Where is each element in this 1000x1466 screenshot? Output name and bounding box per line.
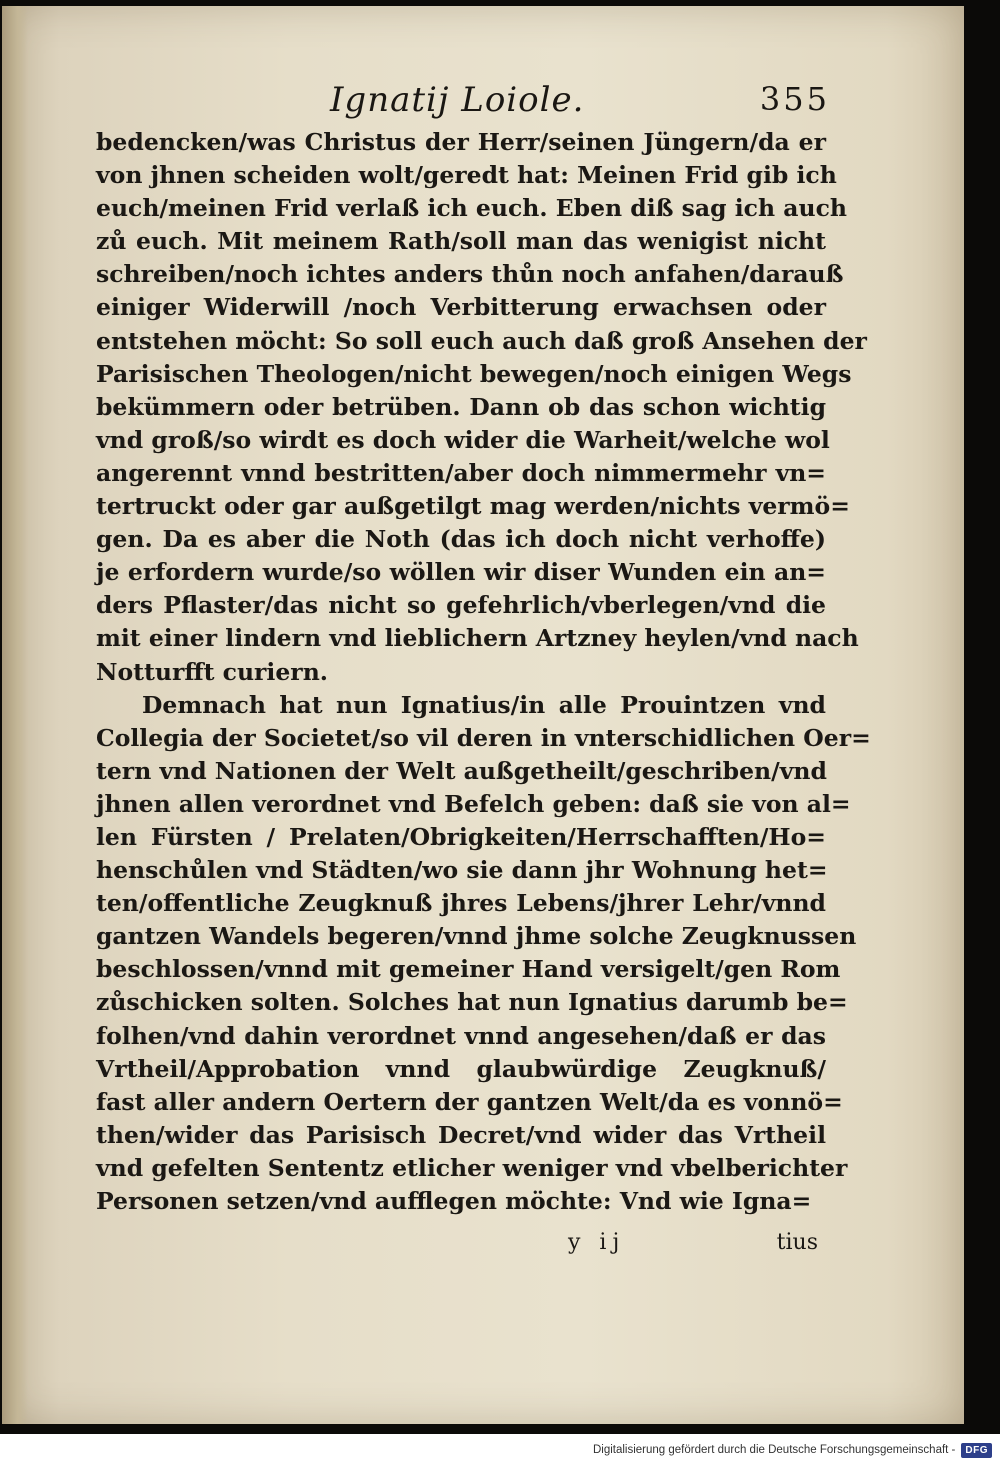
text-line: angerennt vnnd bestritten/aber doch nimmermehr vn= — [96, 458, 826, 487]
dfg-logo: DFG — [961, 1443, 992, 1458]
text-line: zů euch. Mit meinem Rath/soll man das wenigist nicht — [96, 227, 826, 256]
text-line: vnd gefelten Sententz etlicher weniger vnd vbelberichter — [96, 1153, 848, 1182]
text-line: mit einer lindern vnd lieblichern Artzney heylen/vnd nach — [96, 624, 859, 653]
text-line: Vrtheil/Approbation vnnd glaubwürdige Zeugknuß/ — [96, 1054, 826, 1083]
text-line: schreiben/noch ichtes anders thůn noch anfahen/darauß — [96, 260, 844, 289]
text-line: gen. Da es aber die Noth (das ich doch nicht verhoffe) — [96, 525, 826, 554]
text-line: je erfordern wurde/so wöllen wir diser Wunden ein an= — [96, 558, 826, 587]
text-line: ten/offentliche Zeugknuß jhres Lebens/jhrer Lehr/vnnd — [96, 889, 826, 918]
page-gutter-edge — [2, 6, 28, 1424]
text-line: vnd groß/so wirdt es doch wider die Warheit/welche wol — [96, 425, 830, 454]
funding-text: Digitalisierung gefördert durch die Deutsche Forschungsgemeinschaft - — [592, 1444, 956, 1456]
signature-mark: y ij — [568, 1230, 626, 1255]
text-line: Parisischen Theologen/nicht bewegen/noch einigen Wegs — [96, 359, 852, 388]
text-line: fast aller andern Oertern der gantzen Welt/da es vonnö= — [96, 1087, 843, 1116]
text-line: then/wider das Parisisch Decret/vnd wider das Vrtheil — [96, 1120, 826, 1149]
running-head: Ignatij Loiole. — [330, 80, 585, 120]
text-block — [96, 126, 871, 1218]
text-line: bekümmern oder betrüben. Dann ob das schon wichtig — [96, 392, 826, 421]
text-line: len Fürsten / Prelaten/Obrigkeiten/Herrschafften/Ho= — [96, 822, 826, 851]
text-line: einiger Widerwill /noch Verbitterung erwachsen oder — [96, 293, 826, 322]
text-line: beschlossen/vnnd mit gemeiner Hand versigelt/gen Rom — [96, 955, 841, 984]
page-header — [330, 80, 830, 126]
catchword: tius — [776, 1230, 818, 1255]
text-line: folhen/vnd dahin verordnet vnnd angesehen/daß er das — [96, 1021, 826, 1050]
text-line: jhnen allen verordnet vnd Befelch geben: daß sie von al= — [96, 789, 851, 818]
text-line: Notturfft curiern. — [96, 657, 328, 686]
page-footer — [96, 1230, 826, 1264]
text-line: Demnach hat nun Ignatius/in alle Prouintzen vnd — [142, 690, 826, 719]
text-line: henschůlen vnd Städten/wo sie dann jhr Wohnung het= — [96, 856, 828, 885]
text-line: zůschicken solten. Solches hat nun Ignatius darumb be= — [96, 988, 848, 1017]
text-line: bedencken/was Christus der Herr/seinen Jüngern/da er — [96, 128, 826, 156]
text-line: entstehen möcht: So soll euch auch daß groß Ansehen der — [96, 326, 867, 355]
text-line: von jhnen scheiden wolt/geredt hat: Meinen Frid gib ich — [96, 161, 837, 190]
funding-credit — [593, 1440, 992, 1460]
text-line: tern vnd Nationen der Welt außgetheilt/geschriben/vnd — [96, 756, 827, 785]
text-line: ders Pflaster/das nicht so gefehrlich/vberlegen/vnd die — [96, 591, 826, 620]
folio-number: 355 — [759, 80, 830, 118]
text-line: tertruckt oder gar außgetilgt mag werden/nichts vermö= — [96, 492, 850, 521]
text-line: Personen setzen/vnd aufflegen möchte: Vnd wie Igna= — [96, 1187, 812, 1215]
text-line: Collegia der Societet/so vil deren in vnterschidlichen Oer= — [96, 723, 871, 752]
text-line: euch/meinen Frid verlaß ich euch. Eben diß sag ich auch — [96, 194, 847, 223]
text-line: gantzen Wandels begeren/vnnd jhme solche Zeugknussen — [96, 922, 857, 951]
